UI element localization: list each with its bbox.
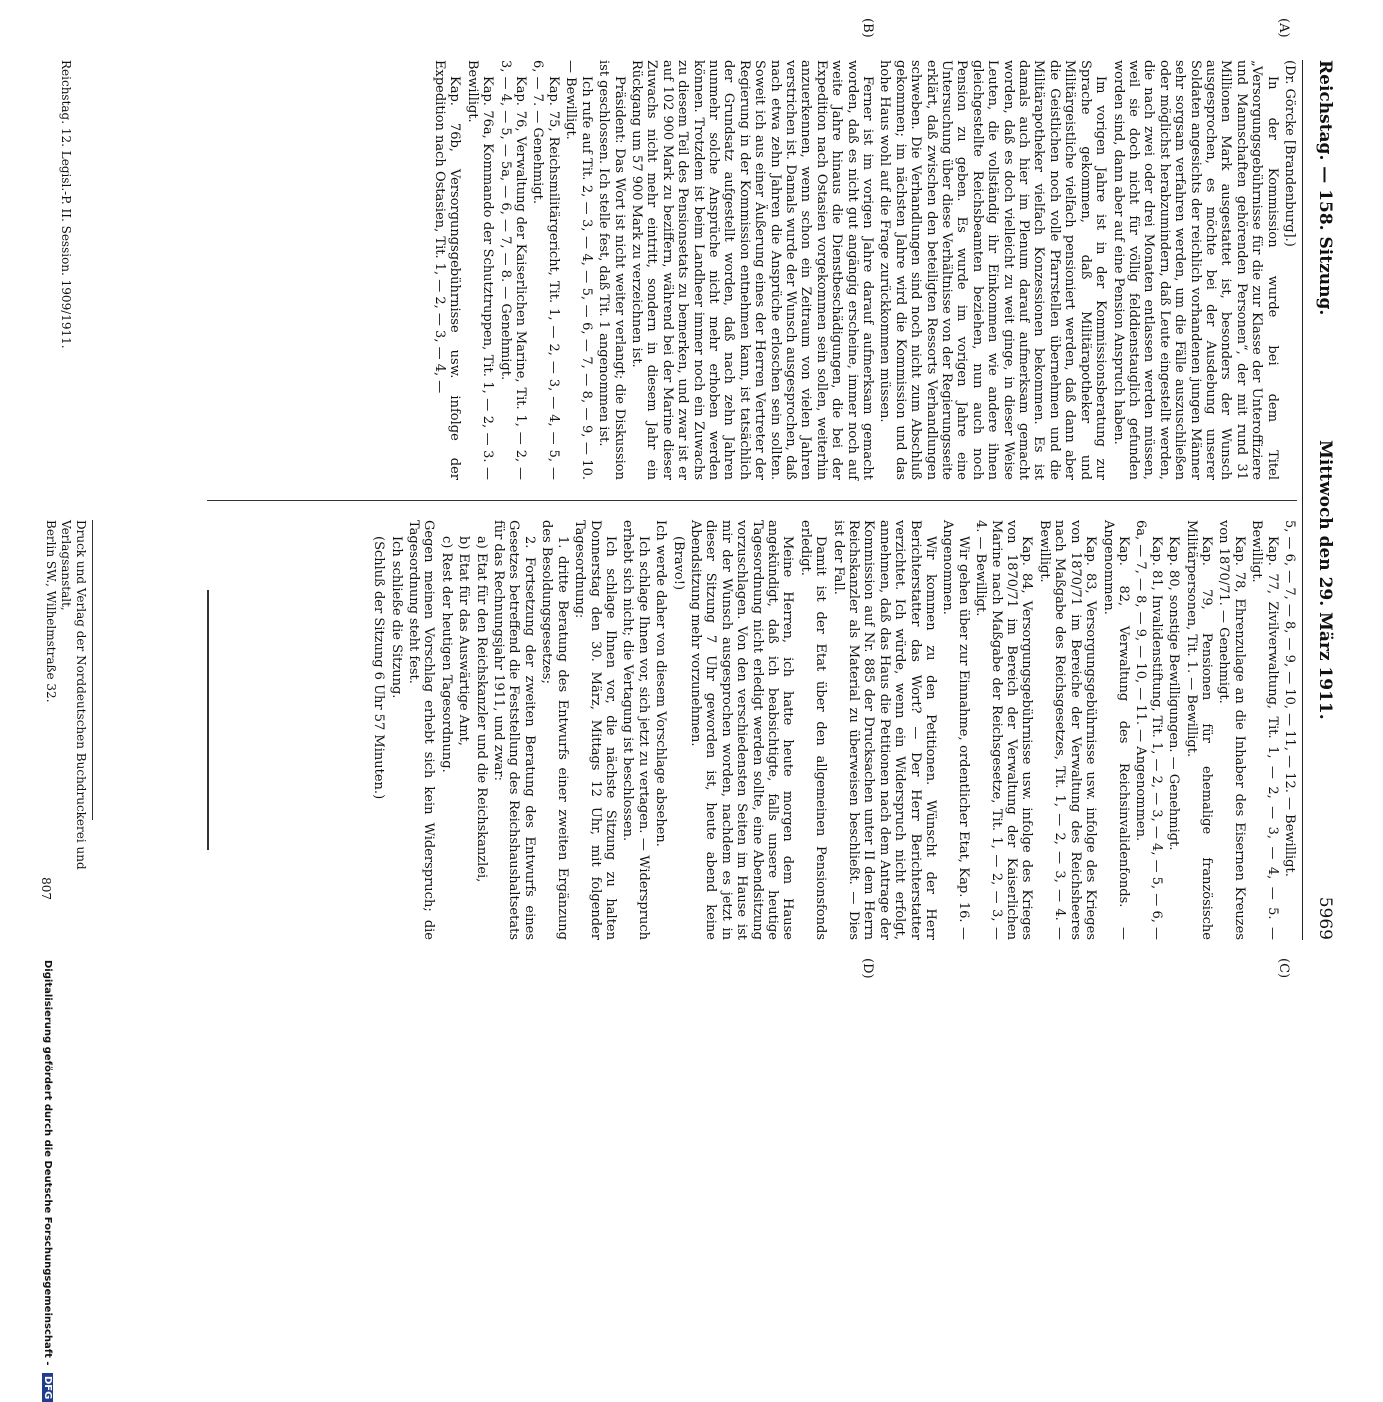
- imprint-line-1: Druck und Verlag der Norddeutschen Buchdruckerei und Verlagsanstalt,: [59, 520, 88, 870]
- paragraph: Kap. 77, Zivilverwaltung, Tit. 1, — 2, — 3, — 4, — 5. — Bewilligt.: [1249, 520, 1280, 940]
- paragraph: Präsident: Das Wort ist nicht weiter verlangt; die Diskussion ist geschlossen. Ich stelle fest, daß Tit. 1 angenommen ist.: [596, 60, 627, 480]
- margin-mark-c: (C): [1276, 958, 1291, 979]
- agenda-subitem: a) Etat für den Reichskanzler und die Reichskanzlei,: [473, 536, 489, 883]
- paragraph: 5, — 6, — 7, — 8, — 9, — 10, — 11, — 12. — Bewilligt.: [1282, 520, 1297, 877]
- paragraph: Ferner ist im vorigen Jahre darauf aufmerksam gemacht worden, daß es nicht gut angängig erscheine, immer noch auf weite Jahre hinaus die Dienstbeschädigungen, die bei der Expedition nach Ostasien vorgekommen sein sollen, weiterhin anzuerkennen, wenn schon ein Zeitraum von vielen Jahren verstrichen ist. Damals wurde der Wunsch ausgesprochen, daß nach etwa zehn Jahren die Ansprüche erloschen sein sollten. Soweit ich aus einer Äußerung eines der Herren Vertreter der Regierung in der Kommission entnehmen kann, ist tatsächlich der Grundsatz aufgestellt worden, daß nach zehn Jahren nunmehr solche Ansprüche nicht mehr erhoben werden können. Trotzdem ist beim Landheer immer noch ein Zuwachs zu diesem Teil des Pensionsetats zu bemerken, und zwar ist er auf 102 900 Mark zu beziffern, während bei der Marine dieser Zuwachs nicht mehr eintritt, sondern in diesem Jahr ein Rückgang um 57 900 Mark zu verzeichnen ist.: [628, 60, 876, 480]
- paragraph: Kap. 76a, Kommando der Schutztruppen, Tit. 1, — 2, — 3. — Bewilligt.: [464, 60, 496, 480]
- margin-mark-a: (A): [1276, 18, 1291, 38]
- margin-mark-b: (B): [860, 18, 875, 38]
- paragraph: Ich schlage Ihnen vor, sich jetzt zu vertagen. — Widerspruch erhebt sich nicht; die Vertagung ist beschlossen.: [620, 520, 651, 940]
- closing-line: (Schluß der Sitzung 6 Uhr 57 Minuten.): [371, 536, 387, 800]
- paragraph: Ich schließe die Sitzung.: [388, 536, 404, 699]
- agenda-subitem: c) Rest der heutigen Tagesordnung.: [438, 536, 454, 773]
- paragraph: Gegen meinen Vorschlag erhebt sich kein Widerspruch; die Tagesordnung steht fest.: [406, 520, 437, 940]
- footer-left: Reichstag. 12. Legisl.-P. II. Session. 1909/1911.: [59, 60, 73, 349]
- paragraph: Meine Herren, ich hatte heute morgen dem Hause angekündigt, daß ich beabsichtigte, falls unsere heutige Tagesordnung nicht erledigt werden sollte, eine Abendsitzung vorzuschlagen. Von den verschiedensten Seiten im Hause ist mir der Wunsch ausgesprochen worden, nachdem es jetzt in dieser Sitzung 7 Uhr geworden ist, heute abend keine Abendsitzung mehr vorzunehmen.: [687, 520, 796, 940]
- paragraph: Kap. 83, Versorgungsgebührnisse usw. infolge des Krieges von 1870/71 im Bereiche der Verwaltung des Reichsheeres nach Maßgabe des Reichsgesetzes, Tit. 1, — 2, — 3, — 4. — Bewilligt.: [1036, 520, 1099, 940]
- page-header: [1307, 60, 1335, 940]
- paragraph: In der Kommission wurde bei dem Titel „Versorgungsgebührnisse für die zur Klasse der Unteroffiziere und Mannschaften gehörenden Personen“, der mit rund 31 Millionen Mark ausgestattet ist, besonders der Wunsch ausgesprochen, es möchte bei der Ausdebung unserer Soldaten angesichts der reichlich vorhandenen jungen Männer sehr sorgsam verfahren werden, um die Fälle auszuschließen oder möglichst herabzumindern, daß Leute eingestellt werden, die nach zwei oder drei Monaten entlassen werden müssen, weil sie doch nicht für völlig felddienstauglich gefunden worden sind, dann aber auf eine Pension Anspruch haben.: [1110, 60, 1280, 480]
- paragraph: Wir gehen über zur Einnahme, ordentlicher Etat, Kap. 16. — Angenommen.: [940, 520, 971, 940]
- printer-imprint: [39, 520, 93, 940]
- header-rule: [1302, 60, 1303, 940]
- paragraph: Kap. 76b, Versorgungsgebührnisse usw. infolge der Expedition nach Ostasien, Tit. 1, — 2, — 3, — 4, —: [432, 60, 463, 480]
- header-center: Mittwoch den 29. März 1911.: [1315, 440, 1335, 720]
- sheet-number: 807: [39, 877, 53, 900]
- right-column: [369, 520, 1297, 940]
- paragraph: Kap. 75, Reichsmilitärgericht, Tit. 1, — 2, — 3, — 4, — 5, — 6, — 7. — Genehmigt.: [530, 60, 561, 480]
- digitization-note: [42, 960, 53, 1402]
- left-column: [430, 60, 1297, 480]
- paragraph: Kap. 79, Pensionen für ehemalige französische Militärpersonen, Tit. 1. — Bewilligt.: [1183, 520, 1214, 940]
- margin-mark-d: (D): [860, 958, 875, 979]
- imprint-rule: [92, 520, 93, 820]
- section-end-rule: [207, 590, 209, 850]
- paragraph: Kap. 76, Verwaltung der Kaiserlichen Marine, Tit. 1, — 2, — 3, — 4, — 5, — 5a, — 6, — 7, — 8. — Genehmigt.: [497, 60, 529, 480]
- header-left: Reichstag. — 158. Sitzung.: [1315, 60, 1335, 316]
- agenda-subitem: b) Etat für das Auswärtige Amt,: [456, 536, 472, 746]
- paragraph: Ich werde daher von diesem Vorschlage absehen.: [653, 520, 669, 847]
- speaker-line: (Dr. Görcke [Brandenburg].): [1282, 60, 1297, 247]
- paragraph: Kap. 82, Verwaltung des Reichsinvalidenfonds. — Angenommen.: [1100, 520, 1131, 940]
- paragraph: Kap. 81, Invalidenstiftung, Tit. 1, — 2, — 3, — 4, — 5, — 6, — 6a, — 7, — 8, — 9, — 10, — 11. — Angenommen.: [1133, 520, 1164, 940]
- paragraph: Kap. 84, Versorgungsgebührnisse usw. infolge des Krieges von 1870/71 im Bereich der Verwaltung der Kaiserlichen Marine nach Maßgabe der Reichsgesetze, Tit. 1, — 2, — 3, — 4. — Bewilligt.: [973, 520, 1035, 940]
- paragraph: Kap. 80, sonstige Bewilligungen. — Genehmigt.: [1166, 536, 1182, 851]
- page-number: 5969: [1315, 896, 1335, 940]
- paragraph: (Bravo!): [670, 536, 686, 591]
- dfg-badge: DFG: [42, 1373, 53, 1402]
- paragraph: Wir kommen zu den Petitionen. Wünscht der Herr Berichterstatter das Wort? — Der Herr Berichterstatter verzichtet. Ich würde, wenn ein Widerspruch nicht erfolgt, annehmen, daß das Haus die Petitionen nach dem Antrage der Kommission auf Nr. 885 der Drucksachen unter II dem Herrn Reichskanzler als Material zu überweisen beschließt. — Dies ist der Fall.: [830, 520, 939, 940]
- digitization-text: Digitalisierung gefördert durch die Deutsche Forschungsgemeinschaft -: [42, 960, 53, 1366]
- agenda-item: 1. dritte Beratung des Entwurfs einer zweiten Ergänzung des Besoldungsgesetzes;: [539, 520, 570, 940]
- paragraph: Im vorigen Jahre ist in der Kommissionsberatung zur Sprache gekommen, daß Militärapotheker und Militärgeistliche vielfach pensioniert werden, daß dann aber die Geistlichen noch volle Pfarrstellen übernehmen und die Militärapotheker vielfach Konzessionen bekommen. Es ist damals auch hier im Plenum darauf aufmerksam gemacht worden, daß es doch vielleicht zu weit ginge, in dieser Weise Leuten, die vollständig ihr Einkommen wie andere ihnen gleichgestellte Reichsbeamten beziehen, nun auch noch Pension zu geben. Es wurde im vorigen Jahre eine Untersuchung über diese Verhältnisse von der Regierungsseite erklärt, daß zwischen den beteiligten Ressorts Verhandlungen schweben. Die Verhandlungen sind noch nicht zum Abschluß gekommen; im nächsten Jahre wird die Kommission und das hohe Haus wohl auf die Frage zurückkommen müssen.: [877, 60, 1109, 480]
- imprint-line-2: Berlin SW., Wilhelmstraße 32.: [44, 520, 58, 703]
- paragraph: Ich rufe auf Tit. 2, — 3, — 4, — 5, — 6, — 7, — 8, — 9, — 10. — Bewilligt.: [563, 60, 594, 480]
- paragraph: Damit ist der Etat über den allgemeinen Pensionsfonds erledigt.: [797, 520, 829, 940]
- paragraph: Kap. 78, Ehrenzulage an die Inhaber des Eisernen Kreuzes von 1870/71. — Genehmigt.: [1216, 520, 1247, 940]
- paragraph: Ich schlage Ihnen vor, die nächste Sitzung zu halten Donnerstag den 30. März, Mittags 12 Uhr, mit folgender Tagesordnung:: [572, 520, 618, 940]
- column-divider: [207, 500, 1297, 501]
- agenda-item: 2. Fortsetzung der zweiten Beratung des Entwurfs eines Gesetzes betreffend die Feststellung des Reichshaushaltsetats für das Rechnungsjahr 1911, und zwar:: [491, 520, 537, 940]
